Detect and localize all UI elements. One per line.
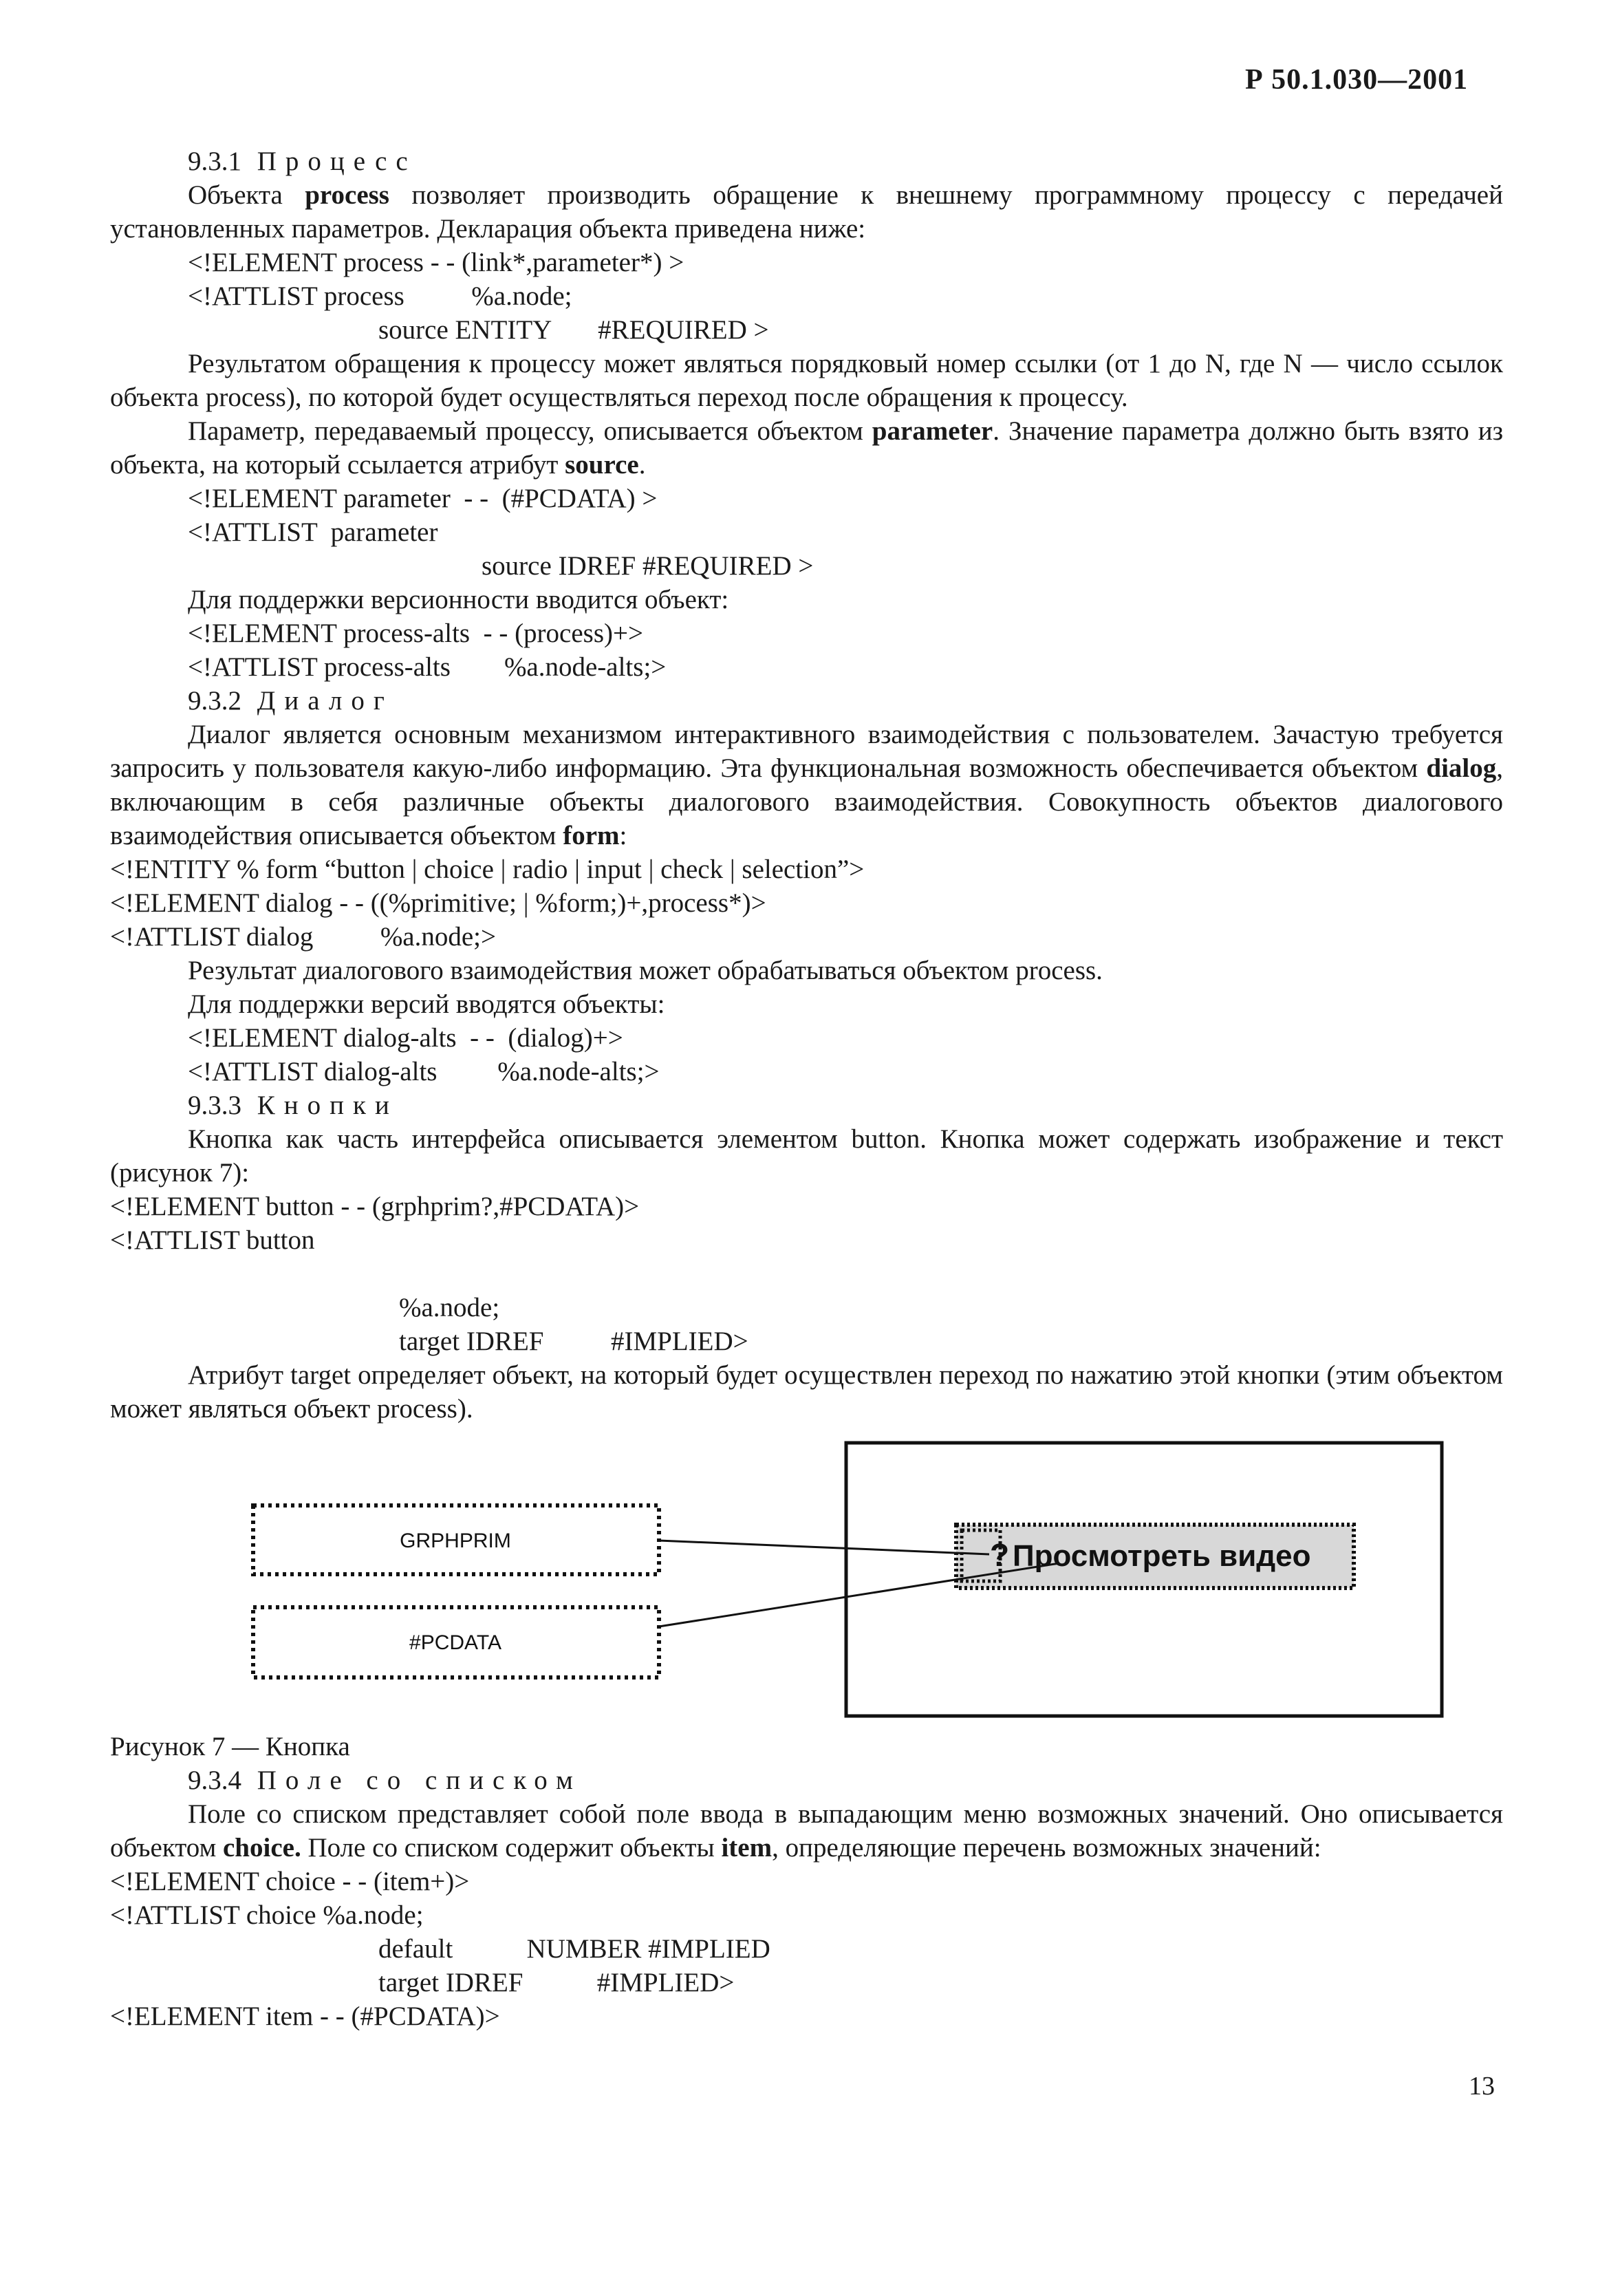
code-line: <!ATTLIST process-alts %a.node-alts;> [188, 652, 667, 682]
code-line: source IDREF #REQUIRED > [482, 551, 814, 581]
page-number: 13 [1469, 2072, 1495, 2101]
code-line: <!ENTITY % form “button | choice | radio | input | check | selection”> [110, 855, 865, 884]
code-line: <!ELEMENT process-alts - - (process)+> [188, 619, 643, 648]
code-line: <!ATTLIST choice %a.node; [110, 1900, 424, 1930]
code-line: <!ELEMENT process - - (link*,parameter*) > [188, 248, 684, 277]
pcdata-label: #PCDATA [409, 1631, 501, 1654]
video-button-label: Просмотреть видео [1013, 1539, 1311, 1573]
combobox-intro-paragraph: Поле со списком представляет собой поле ввода в выпадающим меню возможных значений. Оно описывается объектом choice. Поле со списком содержит объекты item, определяющие перечень возможных значений: [110, 1799, 1503, 1863]
section-heading-buttons: 9.3.3 Кнопки [188, 1091, 398, 1120]
grphprim-label: GRPHPRIM [400, 1530, 511, 1552]
code-line: <!ATTLIST process %a.node; [188, 281, 572, 311]
dialog-intro-paragraph: Диалог является основным механизмом интерактивного взаимодействия с пользователем. Зачастую требуется запросить у пользователя какую-либо информацию. Эта функциональная возможность обеспечивается объектом dialog, включающим в себя различные объекты диалогового взаимодействия. Совокупность объектов диалогового взаимодействия описывается объектом form: [110, 720, 1503, 850]
button-intro-paragraph: Кнопка как часть интерфейса описывается элементом button. Кнопка может содержать изображение и текст (рисунок 7): [110, 1124, 1503, 1188]
dialog-result-paragraph: Результат диалогового взаимодействия может обрабатываться объектом process. [188, 956, 1103, 985]
figure-button-diagram [248, 1441, 1458, 1730]
button-target-paragraph: Атрибут target определяет объект, на который будет осуществлен переход по нажатию этой кнопки (этим объектом может являться объект process). [110, 1360, 1503, 1424]
versioning-paragraph: Для поддержки версионности вводится объект: [188, 585, 729, 614]
code-line: target IDREF #IMPLIED> [378, 1968, 735, 1997]
code-line: <!ELEMENT choice - - (item+)> [110, 1867, 470, 1896]
dialog-versions-paragraph: Для поддержки версий вводятся объекты: [188, 989, 665, 1019]
code-line: <!ELEMENT parameter - - (#PCDATA) > [188, 484, 658, 513]
section-heading-process: 9.3.1 Процесс [188, 147, 417, 176]
process-intro-paragraph: Объекта process позволяет производить обращение к внешнему программному процессу с передачей установленных параметров. Декларация объекта приведена ниже: [110, 180, 1503, 244]
document-code-header: Р 50.1.030—2001 [1245, 64, 1469, 96]
code-line: default NUMBER #IMPLIED [378, 1934, 770, 1964]
code-line: <!ATTLIST dialog-alts %a.node-alts;> [188, 1057, 660, 1086]
code-line: <!ELEMENT dialog-alts - - (dialog)+> [188, 1023, 623, 1053]
code-line: <!ELEMENT dialog - - ((%primitive; | %form;)+,process*)> [110, 888, 766, 918]
connector-pcdata [659, 1563, 1059, 1627]
page-body [110, 144, 1503, 2033]
section-heading-combobox: 9.3.4 Поле со списком [188, 1766, 582, 1795]
code-line: <!ATTLIST parameter [188, 517, 438, 547]
parameter-paragraph: Параметр, передаваемый процессу, описывается объектом parameter. Значение параметра должно быть взято из объекта, на который ссылается атрибут source. [110, 416, 1503, 480]
figure-caption: Рисунок 7 — Кнопка [110, 1732, 350, 1761]
code-line: source ENTITY #REQUIRED > [378, 315, 769, 345]
question-mark-icon: ? [990, 1537, 1010, 1573]
code-line: <!ATTLIST button [110, 1225, 315, 1255]
code-line: target IDREF #IMPLIED> [399, 1327, 748, 1356]
code-line: <!ELEMENT item - - (#PCDATA)> [110, 2002, 500, 2031]
code-line: <!ELEMENT button - - (grphprim?,#PCDATA)> [110, 1192, 640, 1221]
section-heading-dialog: 9.3.2 Диалог [188, 686, 393, 716]
process-result-paragraph: Результатом обращения к процессу может являться порядковый номер ссылки (от 1 до N, где N — число ссылок объекта process), по которой будет осуществляться переход после обращения к процессу. [110, 349, 1503, 412]
connector-grphprim [659, 1541, 989, 1554]
code-line: %a.node; [399, 1293, 500, 1322]
code-line: <!ATTLIST dialog %a.node;> [110, 922, 497, 952]
